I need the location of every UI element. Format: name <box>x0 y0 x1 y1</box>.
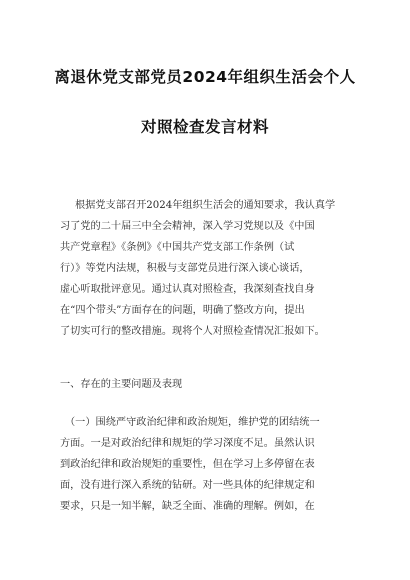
body-line: （一）围绕严守政治纪律和政治规矩，维护党的团结统一 <box>65 417 320 428</box>
intro-line: 共产党章程》《条例》《中国共产党支部工作条例（试 <box>60 242 295 253</box>
intro-line: 习了党的二十届三中全会精神，深入学习党规以及《中国 <box>60 221 315 232</box>
intro-line: 根据党支部召开2024年组织生活会的通知要求，我认真学 <box>75 200 336 211</box>
intro-line: 在“四个带头”方面存在的问题，明确了整改方向，提出 <box>60 305 305 316</box>
intro-line: 行）》等党内法规，积极与支部党员进行深入谈心谈话， <box>60 263 310 274</box>
intro-line: 虚心听取批评意见。通过认真对照检查，我深刻查找自身 <box>60 284 315 295</box>
body-line: 面，没有进行深入系统的钻研。对一些具体的纪律规定和 <box>60 480 315 491</box>
body-line: 到政治纪律和政治规矩的重要性，但在学习上多停留在表 <box>60 459 315 470</box>
intro-line: 了切实可行的整改措施。现将个人对照检查情况汇报如下。 <box>60 326 325 337</box>
body-line: 方面。一是对政治纪律和规矩的学习深度不足。虽然认识 <box>60 438 315 449</box>
document-title-line-1: 离退休党支部党员2024年组织生活会个人 <box>54 68 356 86</box>
section-heading: 一、存在的主要问题及表现 <box>60 379 183 390</box>
document-title-line-2: 对照检查发言材料 <box>140 118 269 136</box>
body-line: 要求，只是一知半解，缺乏全面、准确的理解。例如，在 <box>60 501 315 512</box>
